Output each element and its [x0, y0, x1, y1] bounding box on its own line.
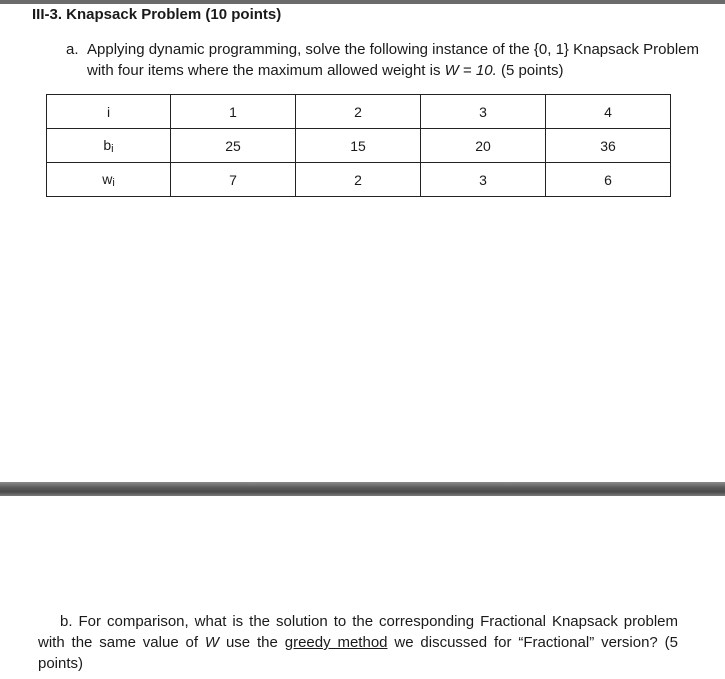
question-b: b. For comparison, what is the solution to the corresponding Fractional Knapsack problem with the same value of W use the greedy method we discussed for “Fractional” version? (5 points)	[38, 613, 678, 672]
table-cell: 4	[546, 95, 671, 129]
table-cell: 2	[296, 95, 421, 129]
knapsack-items-table	[46, 94, 671, 197]
table-cell: 3	[421, 163, 546, 197]
table-cell: 3	[421, 95, 546, 129]
table-row-weight	[47, 163, 671, 197]
problem-heading: III-3. Knapsack Problem (10 points)	[32, 6, 282, 23]
table-cell: 25	[171, 129, 296, 163]
table-cell: 6	[546, 163, 671, 197]
row-header-w: wi	[47, 163, 171, 197]
greedy-method-underlined: greedy method	[284, 634, 388, 651]
page-separator	[0, 482, 725, 496]
max-weight-value: 10.	[475, 62, 497, 79]
table-row-benefit	[47, 129, 671, 163]
table-cell: 36	[546, 129, 671, 163]
top-page-border	[0, 0, 725, 4]
table-cell: 2	[296, 163, 421, 197]
table-row-index	[47, 95, 671, 129]
table-cell: 15	[296, 129, 421, 163]
variable-w: W	[444, 62, 459, 79]
row-header-i: i	[47, 95, 171, 129]
row-header-b: bi	[47, 129, 171, 163]
table-cell: 7	[171, 163, 296, 197]
table-cell: 20	[421, 129, 546, 163]
question-a	[66, 39, 706, 81]
question-a-text: Applying dynamic programming, solve the following instance of the {0, 1} Knapsack Problem with four items where the maximum allowed weight is W = 10. (5 points)	[87, 41, 700, 79]
table-cell: 1	[171, 95, 296, 129]
variable-w: W	[204, 634, 220, 651]
question-a-marker: a.	[66, 41, 79, 58]
